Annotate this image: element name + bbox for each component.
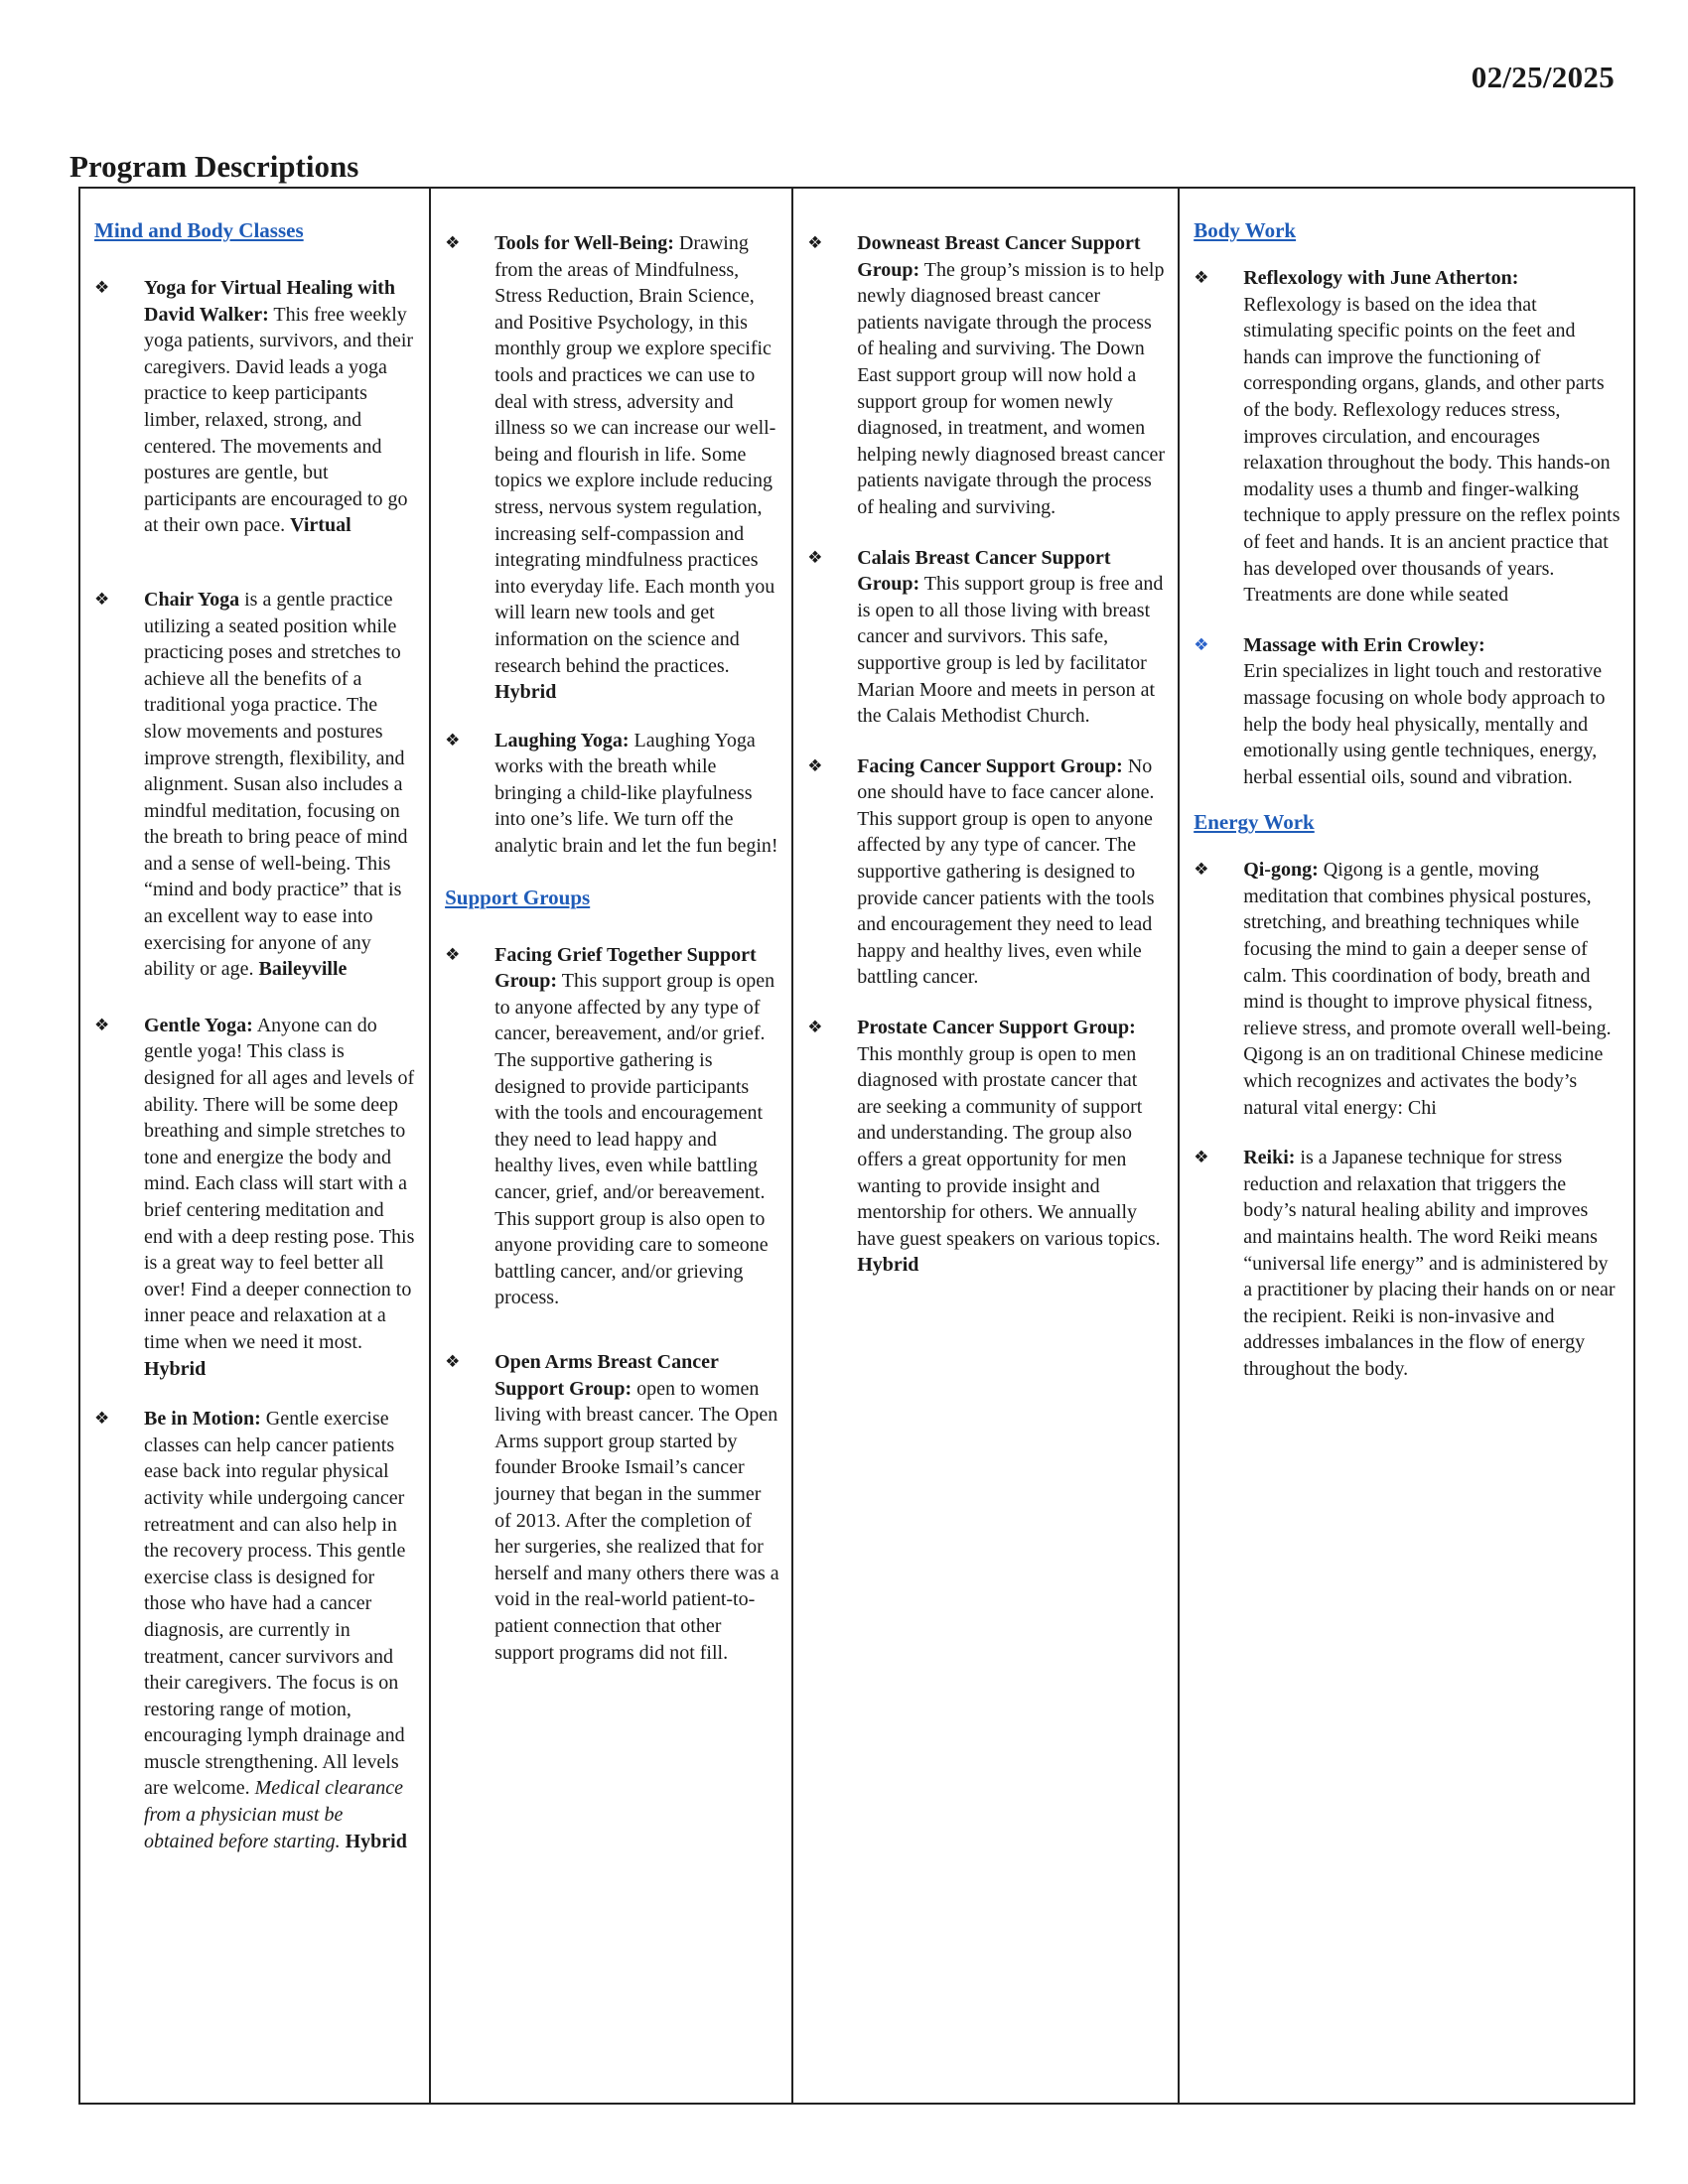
document-date: 02/25/2025	[1471, 60, 1615, 94]
entry-title: Tools for Well-Being:	[494, 232, 674, 254]
entry-text: The group’s mission is to help newly diagnosed breast cancer patients navigate through the process of healing and surviving. The Down East support group will now hold a support group for women newly diagnosed, in treatment, and women helping newly diagnosed breast cancer patients navigate through the process of healing and surviving.	[857, 258, 1166, 518]
program-entry-be-in-motion	[94, 1406, 417, 1854]
section-heading-mind-body[interactable]: Mind and Body Classes	[94, 218, 304, 242]
entry-text: Qigong is a gentle, moving meditation that combines physical postures, stretching, and breathing techniques while focusing the mind to gain a deeper sense of calm. This coordination of body, breath and mind is thought to improve physical fitness, relieve stress, and promote overall well-being. Qigong is an on traditional Chinese medicine which recognizes and activates the body’s natural vital energy: Chi	[1243, 859, 1612, 1119]
entry-text: No one should have to face cancer alone. This support group is open to anyone affected by any type of cancer. The supportive gathering is designed to provide cancer patients with the tools and encouragement they need to lead happy and healthy lives, even while battling cancer.	[857, 754, 1155, 989]
program-entry-reiki	[1194, 1145, 1621, 1382]
page-title: Program Descriptions	[70, 149, 359, 184]
section-heading-support-groups[interactable]: Support Groups	[445, 885, 591, 909]
diamond-bullet-icon: ❖	[1194, 268, 1209, 288]
column-mind-body	[80, 189, 431, 2103]
column-wellbeing-support	[431, 189, 793, 2103]
entry-text: This support group is open to anyone affected by any type of cancer, bereavement, and/or grief. The supportive gathering is designed to provide participants with the tools and encouragement they need to lead happy and healthy lives, even while battling cancer, grief, and/or bereavement. This support group is also open to anyone providing care to someone battling cancer, and/or grieving process.	[494, 970, 775, 1309]
column-body-energy-work	[1180, 189, 1633, 2103]
program-entry-tools	[445, 230, 779, 706]
program-entry-massage	[1194, 632, 1621, 791]
program-entry-prostate	[807, 1015, 1166, 1279]
program-entry-laughing-yoga	[445, 728, 779, 860]
entry-title: Downeast Breast Cancer Support Group:	[857, 232, 1141, 281]
entry-text: Anyone can do gentle yoga! This class is designed for all ages and levels of ability. There will be some deep breathing and simple stretches to tone and energize the body and mind. Each class will start with a brief centering meditation and end with a deep resting pose. This is a great way to feel better all over! Find a deeper connection to inner peace and relaxation at a time when we need it most.	[144, 1014, 415, 1353]
entry-title: Massage with Erin Crowley:	[1243, 633, 1485, 656]
entry-title: Reflexology with June Atherton:	[1243, 267, 1519, 289]
section-heading-body-work[interactable]: Body Work	[1194, 218, 1297, 242]
section-heading-wrap	[445, 886, 779, 930]
entry-text: Reflexology is based on the idea that stimulating specific points on the feet and hands can improve the functioning of corresponding organs, glands, and other parts of the body. Reflexology reduces stress, improves circulation, and encourages relaxation throughout the body. This hands-on modality uses a thumb and finger-walking technique to apply pressure on the reflex points of feet and hands. It is an ancient practice that has developed over thousands of years. Treatments are done while seated	[1243, 293, 1620, 607]
program-entry-gentle-yoga	[94, 1013, 417, 1382]
entry-title: Calais Breast Cancer Support Group:	[857, 546, 1111, 596]
entry-text: This support group is free and is open to all those living with breast cancer and survivors. This safe, supportive group is led by facilitator Marian Moore and meets in person at the Calais Methodist Church.	[857, 573, 1164, 728]
section-heading-energy-work[interactable]: Energy Work	[1194, 810, 1315, 835]
diamond-bullet-icon: ❖	[1194, 634, 1209, 655]
program-entry-chair-yoga	[94, 587, 417, 983]
diamond-bullet-icon: ❖	[94, 278, 110, 298]
entry-title: Facing Grief Together Support Group:	[494, 943, 757, 993]
entry-title: Open Arms Breast Cancer Support Group:	[494, 1350, 719, 1400]
diamond-bullet-icon: ❖	[1194, 1148, 1209, 1168]
entry-text: is a gentle practice utilizing a seated position while practicing poses and stretches to achieve all the benefits of a traditional yoga practice. The slow movements and postures improve strength, flexibility, and alignment. Susan also includes a mindful meditation, focusing on the breath to bring peace of mind and a sense of well-being. This “mind and body practice” that is an excellent way to ease into exercising for anyone of any ability or age.	[144, 588, 408, 981]
entry-text: Gentle exercise classes can help cancer patients ease back into regular physical activity while undergoing cancer retreatment and can also help in the recovery process. This gentle exercise class is designed for those who have had a cancer diagnosis, are currently in treatment, cancer survivors and their caregivers. The focus is on restoring range of motion, encouraging lymph drainage and muscle strengthening. All levels are welcome.	[144, 1408, 406, 1800]
entry-text: Drawing from the areas of Mindfulness, Stress Reduction, Brain Science, and Positive Psychology, in this monthly group we explore specific tools and practices we can use to deal with stress, adversity and illness so we can increase our well-being and flourish in life. Some topics we explore include reducing stress, nervous system regulation, increasing self-compassion and integrating mindfulness practices into everyday life. Each month you will learn new tools and get information on the science and research behind the practices.	[494, 232, 776, 677]
diamond-bullet-icon: ❖	[445, 944, 461, 965]
entry-text: Erin specializes in light touch and restorative massage focusing on whole body approach to help the body heal physically, mentally and emotionally using gentle techniques, energy, herbal essential oils, sound and vibration.	[1243, 660, 1606, 788]
diamond-bullet-icon: ❖	[94, 1015, 110, 1035]
program-table	[78, 187, 1635, 2105]
entry-title: Prostate Cancer Support Group:	[857, 1017, 1136, 1039]
medical-note: Medical clearance from a physician must be obtained before starting.	[144, 1777, 403, 1852]
diamond-bullet-icon: ❖	[445, 1351, 461, 1372]
location-tag: Hybrid	[494, 681, 557, 704]
entry-text: open to women living with breast cancer. The Open Arms support group started by founder Brooke Ismail’s cancer journey that began in the summer of 2013. After the completion of her surgeries, she realized that for herself and many others there was a void in the real-world patient-to-patient connection that other support programs did not fill.	[494, 1377, 779, 1664]
entry-title: Facing Cancer Support Group:	[857, 754, 1123, 777]
diamond-bullet-icon: ❖	[445, 233, 461, 253]
program-entry-facing-cancer	[807, 753, 1166, 991]
location-tag: Hybrid	[857, 1254, 919, 1277]
entry-title: Laughing Yoga:	[494, 729, 630, 751]
program-entry-facing-grief	[445, 942, 779, 1311]
program-entry-calais	[807, 545, 1166, 730]
entry-text: This monthly group is open to men diagnosed with prostate cancer that are seeking a community of support and understanding. The group also offers a great opportunity for men wanting to provide insight and mentorship for others. We annually have guest speakers on various topics.	[857, 1042, 1161, 1250]
program-entry-open-arms	[445, 1349, 779, 1666]
entry-title: Gentle Yoga:	[144, 1014, 253, 1036]
entry-text: Laughing Yoga works with the breath while bringing a child-like playfulness into one’s life. We turn off the analytic brain and let the fun begin!	[494, 729, 778, 858]
program-entry-yoga-virtual	[94, 275, 417, 539]
entry-title: Be in Motion:	[144, 1408, 261, 1431]
entry-title: Yoga for Virtual Healing with David Walker:	[144, 277, 395, 326]
entry-text: This free weekly yoga patients, survivors, and their caregivers. David leads a yoga practice to keep participants limber, relaxed, strong, and centered. The movements and postures are gentle, but participants are encouraged to go at their own pace.	[144, 303, 414, 537]
diamond-bullet-icon: ❖	[807, 547, 823, 568]
location-tag: Hybrid	[345, 1830, 407, 1852]
diamond-bullet-icon: ❖	[1194, 860, 1209, 881]
entry-title: Qi-gong:	[1243, 859, 1319, 882]
diamond-bullet-icon: ❖	[807, 233, 823, 253]
diamond-bullet-icon: ❖	[94, 589, 110, 610]
column-support-groups	[793, 189, 1180, 2103]
diamond-bullet-icon: ❖	[807, 1018, 823, 1038]
section-heading-wrap	[1194, 810, 1621, 855]
program-entry-qigong	[1194, 857, 1621, 1121]
location-tag: Hybrid	[144, 1357, 207, 1380]
diamond-bullet-icon: ❖	[445, 730, 461, 751]
diamond-bullet-icon: ❖	[807, 755, 823, 776]
program-entry-reflexology	[1194, 265, 1621, 609]
entry-text: is a Japanese technique for stress reduction and relaxation that triggers the body’s natural healing ability and improves and maintains health. The word Reiki means “universal life energy” and is administered by a practitioner by placing their hands on or near the recipient. Reiki is non-invasive and addresses imbalances in the flow of energy throughout the body.	[1243, 1147, 1616, 1380]
location-tag: Baileyville	[258, 958, 348, 981]
entry-title: Chair Yoga	[144, 588, 240, 611]
diamond-bullet-icon: ❖	[94, 1409, 110, 1430]
program-entry-downeast	[807, 230, 1166, 521]
entry-title: Reiki:	[1243, 1147, 1296, 1169]
location-tag: Virtual	[290, 514, 352, 537]
